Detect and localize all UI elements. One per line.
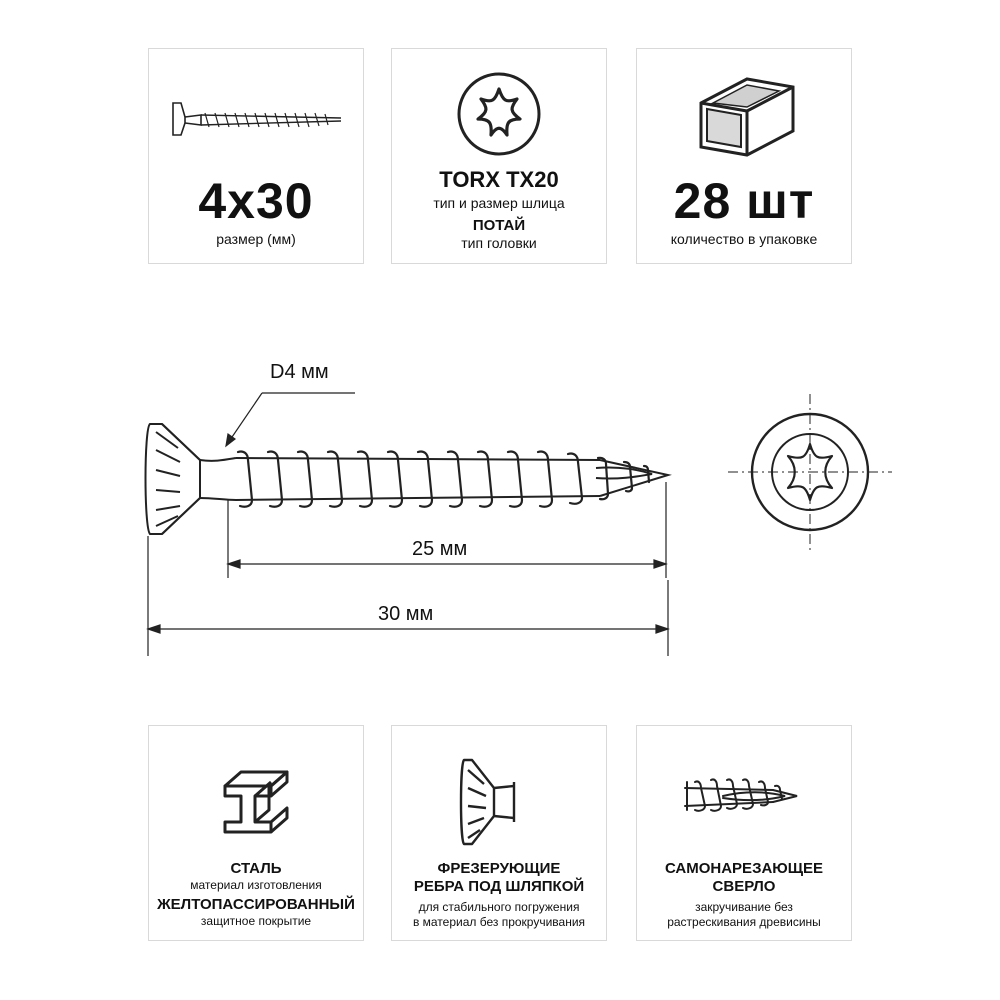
countersunk-head-icon [392,754,606,850]
slot-caption: тип и размер шлица [433,195,565,211]
material-card [148,725,364,941]
screw-head [146,424,201,534]
ribs-title-line1: ФРЕЗЕРУЮЩИЕ [437,860,561,877]
diameter-label: D4 мм [270,361,329,383]
diameter-leader [226,393,355,446]
material-title: СТАЛЬ [230,860,282,877]
total-length-label: 30 мм [378,603,434,625]
quantity-card [636,48,852,264]
head-title: ПОТАЙ [472,217,526,234]
head-caption: тип головки [461,235,537,251]
drill-title-line1: САМОНАРЕЗАЮЩЕЕ [664,860,824,877]
steel-beam-icon [149,760,363,850]
total-length-dimension [148,536,668,656]
box-icon [637,65,851,159]
ribs-caption-line2: в материал без прокручивания [412,915,586,929]
drill-title-line2: СВЕРЛО [712,878,776,895]
screw-icon [149,99,363,139]
material-caption: материал изготовления [190,878,322,892]
drill-card [636,725,852,941]
screw-dimension-drawing [0,330,1000,670]
slot-title: TORX TX20 [439,167,559,192]
drill-caption-line2: растрескивания древисины [667,915,821,929]
drill-tip-icon [637,770,851,820]
ribs-caption-line1: для стабильного погружения [418,900,580,914]
screw-shank [200,458,668,500]
quantity-caption: количество в упаковке [670,231,818,247]
ribs-card [391,725,607,941]
head-top-view [728,394,892,552]
slot-card [391,48,607,264]
coating-title: ЖЕЛТОПАССИРОВАННЫЙ [157,896,355,913]
drill-caption-line1: закручивание без [695,900,793,914]
quantity-value: 28 шт [673,173,815,229]
size-card [148,48,364,264]
size-caption: размер (мм) [216,231,296,247]
ribs-title-line2: РЕБРА ПОД ШЛЯПКОЙ [413,878,585,895]
thread-length-label: 25 мм [412,538,468,560]
size-value: 4x30 [198,173,314,229]
torx-icon [392,69,606,159]
coating-caption: защитное покрытие [200,914,312,928]
